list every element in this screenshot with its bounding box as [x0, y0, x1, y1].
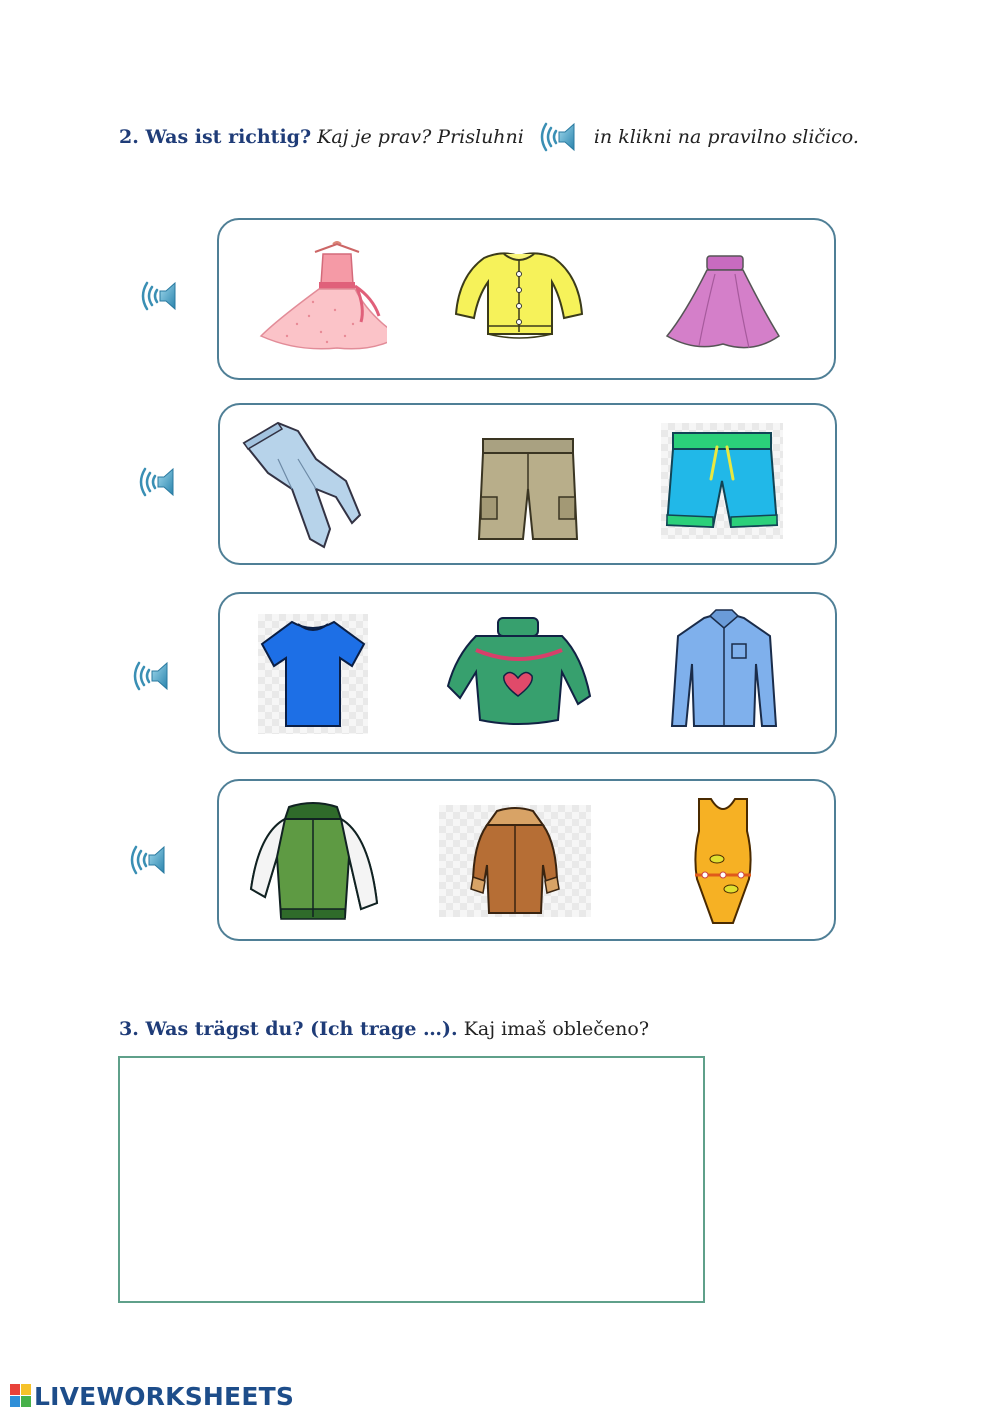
- logo-blocks-icon: [10, 1384, 32, 1408]
- swimsuit-image[interactable]: [689, 795, 757, 925]
- task2-instruction-part1: Kaj je prav? Prisluhni: [317, 126, 524, 148]
- row2-choice-box: [218, 403, 837, 565]
- row3-audio-speaker-icon[interactable]: [127, 657, 173, 695]
- pink-dress-image[interactable]: [257, 240, 387, 362]
- swim-shorts-image[interactable]: [661, 423, 783, 539]
- cargo-shorts-image[interactable]: [477, 437, 579, 541]
- task3-subtitle: Kaj imaš oblečeno?: [463, 1018, 650, 1040]
- row3-choice-box: [218, 592, 837, 754]
- row1-choice-box: [217, 218, 836, 380]
- row4-audio-speaker-icon[interactable]: [124, 841, 170, 879]
- task2-instruction-part2: in klikni na pravilno sličico.: [593, 126, 859, 148]
- jeans-image[interactable]: [238, 419, 368, 551]
- sweater-image[interactable]: [446, 616, 592, 728]
- purple-skirt-image[interactable]: [665, 254, 781, 358]
- row1-audio-speaker-icon[interactable]: [135, 277, 181, 315]
- logo-text: LIVEWORKSHEETS: [34, 1381, 295, 1411]
- answer-textarea[interactable]: [118, 1056, 705, 1303]
- task3-number-title: 3. Was trägst du? (Ich trage …).: [119, 1018, 458, 1040]
- instruction-speaker-icon[interactable]: [534, 118, 580, 156]
- liveworksheets-logo[interactable]: [10, 1381, 294, 1411]
- task2-heading: [119, 118, 859, 156]
- shirt-image[interactable]: [670, 608, 778, 732]
- row4-choice-box: [217, 779, 836, 941]
- task2-number-title: 2. Was ist richtig?: [119, 126, 312, 148]
- jacket-image[interactable]: [245, 799, 381, 929]
- coat-image[interactable]: [439, 805, 591, 917]
- yellow-blouse-image[interactable]: [454, 246, 584, 346]
- t-shirt-image[interactable]: [258, 614, 368, 734]
- task3-heading: [119, 1018, 649, 1040]
- row2-audio-speaker-icon[interactable]: [133, 463, 179, 501]
